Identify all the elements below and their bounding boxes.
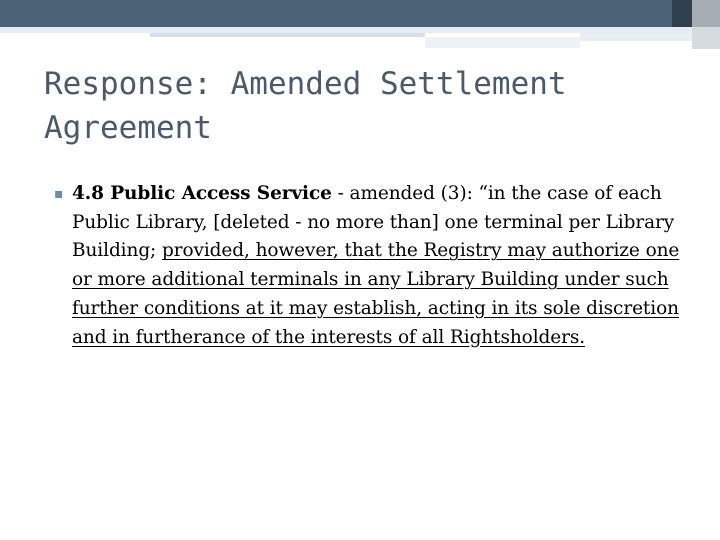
corner-block-dark	[672, 0, 692, 27]
bullet-text-underlined: provided, however, that the Registry may authorize one or more additional terminals in any Library Building under such further conditions at it may establish, acting in its sole discretion and in furtherance of the interests of all Rightsholders.	[72, 240, 680, 348]
slide-body	[54, 180, 689, 352]
header-band	[0, 0, 720, 27]
bullet-text: - amended (3): “in the case of each Public Library, [deleted - no more than] one terminal per Library Building;	[72, 183, 675, 262]
header-strip	[425, 37, 580, 48]
slide-title: Response: Amended Settlement Agreement	[44, 66, 567, 146]
bullet-heading: 4.8 Public Access Service	[72, 183, 332, 204]
corner-block-light	[692, 27, 720, 49]
corner-block-gray	[692, 0, 720, 27]
bullet-item	[54, 180, 689, 352]
bullet-icon: ▪	[54, 186, 64, 202]
header-strip	[150, 33, 425, 37]
